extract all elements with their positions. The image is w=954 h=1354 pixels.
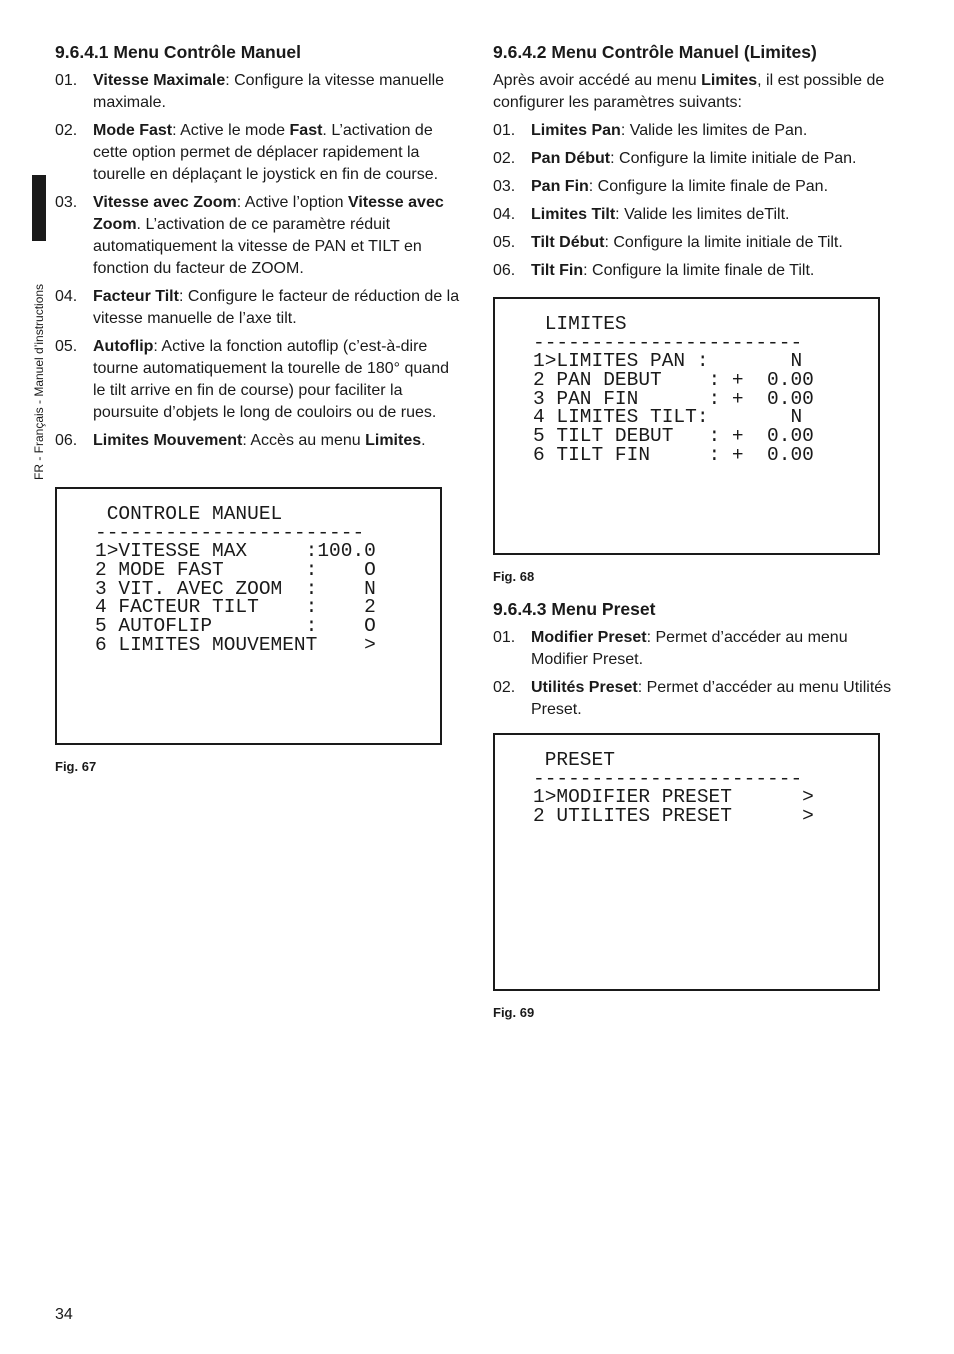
item-description: : Valide les limites de Pan.	[620, 122, 808, 139]
item-term: Pan Fin	[531, 178, 589, 195]
item-description-cont: . L’activation de ce paramètre réduit automatiquement la vitesse de PAN et TILT en fonction du facteur de ZOOM.	[93, 216, 422, 277]
screen-separator: -----------------------	[533, 331, 803, 354]
item-description-cont: .	[421, 432, 426, 449]
item-term-inline: Limites	[365, 432, 422, 449]
intro-term: Limites	[701, 72, 758, 89]
screen-row: 3 VIT. AVEC ZOOM : N	[95, 577, 376, 600]
list-item	[493, 120, 893, 142]
list-item	[55, 120, 465, 186]
item-term: Vitesse avec Zoom	[93, 194, 237, 211]
item-description: : Permet d’accéder au menu Modifier Preset.	[531, 629, 848, 668]
item-description: : Configure la limite initiale de Tilt.	[604, 234, 843, 251]
screen-row: 2 UTILITES PRESET >	[533, 805, 814, 828]
item-number: 01.	[493, 122, 516, 139]
figure-caption: Fig. 68	[493, 569, 535, 584]
list-item	[493, 204, 893, 226]
item-description: : Active la fonction autoflip (c’est-à-dire tourne automatiquement la tourelle de 180° quand le tilt arrive en fin de course) pour faciliter la poursuite d’objets le long de couloirs ou de rues.	[93, 338, 449, 421]
osd-screen-controle-manuel	[55, 487, 442, 745]
item-term: Facteur Tilt	[93, 288, 179, 305]
section-heading-9-6-4-2: 9.6.4.2 Menu Contrôle Manuel (Limites)	[493, 42, 817, 62]
left-column	[55, 40, 465, 458]
item-number: 06.	[55, 432, 78, 449]
right-item-list	[493, 120, 893, 282]
preset-section	[493, 597, 893, 727]
item-term: Autoflip	[93, 338, 154, 355]
item-term: Pan Début	[531, 150, 611, 167]
item-term: Limites Mouvement	[93, 432, 243, 449]
item-description: : Valide les limites deTilt.	[615, 206, 790, 223]
osd-screen-preset	[493, 733, 880, 991]
item-term: Mode Fast	[93, 122, 173, 139]
list-item	[493, 627, 893, 671]
item-number: 01.	[493, 629, 516, 646]
screen-row: 6 LIMITES MOUVEMENT >	[95, 633, 376, 656]
screen-row: 2 MODE FAST : O	[95, 559, 376, 582]
list-item	[493, 148, 893, 170]
list-item	[493, 677, 893, 721]
screen-row: 1>MODIFIER PRESET >	[533, 786, 814, 809]
list-item	[55, 286, 465, 330]
item-term-inline: Vitesse avec Zoom	[93, 194, 444, 233]
item-term: Vitesse Maximale	[93, 72, 226, 89]
item-description: : Configure le facteur de réduction de la vitesse manuelle de l’axe tilt.	[93, 288, 460, 327]
item-term-inline: Fast	[289, 122, 323, 139]
item-term: Modifier Preset	[531, 629, 647, 646]
intro-paragraph	[493, 70, 893, 114]
item-term: Limites Tilt	[531, 206, 616, 223]
list-item	[55, 70, 465, 114]
screen-row: 4 LIMITES TILT: N	[533, 406, 803, 429]
screen-row: 4 FACTEUR TILT : 2	[95, 596, 376, 619]
intro-text-cont: , il est possible de configurer les paramètres suivants:	[493, 72, 885, 111]
list-item	[493, 232, 893, 254]
preset-item-list	[493, 627, 893, 721]
item-number: 01.	[55, 72, 78, 89]
section-heading-9-6-4-1: 9.6.4.1 Menu Contrôle Manuel	[55, 42, 302, 62]
screen-row: 1>VITESSE MAX :100.0	[95, 540, 376, 563]
item-number: 03.	[493, 178, 516, 195]
screen-row: 1>LIMITES PAN : N	[533, 350, 803, 373]
item-number: 05.	[55, 338, 78, 355]
figure-caption: Fig. 69	[493, 1005, 535, 1020]
item-description: : Configure la vitesse manuelle maximale.	[93, 72, 445, 111]
figure-caption: Fig. 67	[55, 759, 97, 774]
section-heading-9-6-4-3: 9.6.4.3 Menu Preset	[493, 599, 656, 619]
osd-screen-limites	[493, 297, 880, 555]
screen-row: 5 TILT DEBUT : + 0.00	[533, 425, 814, 448]
screen-row: 5 AUTOFLIP : O	[95, 615, 376, 638]
screen-separator: -----------------------	[533, 767, 803, 790]
screen-row: 2 PAN DEBUT : + 0.00	[533, 369, 814, 392]
screen-row: 6 TILT FIN : + 0.00	[533, 443, 814, 466]
item-number: 02.	[493, 679, 516, 696]
item-number: 04.	[55, 288, 78, 305]
item-description: : Permet d’accéder au menu Utilités Preset.	[531, 679, 892, 718]
item-number: 06.	[493, 262, 516, 279]
item-description: : Configure la limite finale de Tilt.	[583, 262, 815, 279]
list-item	[493, 260, 893, 282]
item-term: Utilités Preset	[531, 679, 638, 696]
item-term: Tilt Fin	[531, 262, 584, 279]
item-description: : Configure la limite finale de Pan.	[588, 178, 829, 195]
side-label: FR - Français - Manuel d’instructions	[32, 283, 46, 480]
item-number: 02.	[55, 122, 78, 139]
intro-text: Après avoir accédé au menu	[493, 72, 702, 89]
item-number: 05.	[493, 234, 516, 251]
list-item	[55, 192, 465, 280]
item-description-cont: . L’activation de cette option permet de déplacer rapidement la tourelle en déplaçant le joystick en fin de course.	[93, 122, 439, 183]
right-column	[493, 40, 893, 288]
list-item	[55, 336, 465, 424]
left-item-list	[55, 70, 465, 452]
screen-title: PRESET	[533, 749, 615, 771]
item-term: Limites Pan	[531, 122, 621, 139]
item-number: 04.	[493, 206, 516, 223]
list-item	[55, 430, 465, 452]
item-description: : Active le mode	[172, 122, 290, 139]
side-tab-marker	[32, 175, 46, 241]
page-number: 34	[55, 1306, 73, 1323]
item-term: Tilt Début	[531, 234, 605, 251]
item-number: 03.	[55, 194, 78, 211]
item-description: : Active l’option	[236, 194, 348, 211]
screen-row: 3 PAN FIN : + 0.00	[533, 387, 814, 410]
item-description: : Configure la limite initiale de Pan.	[610, 150, 857, 167]
screen-separator: -----------------------	[95, 521, 365, 544]
screen-title: CONTROLE MANUEL	[95, 503, 283, 525]
item-description: : Accès au menu	[242, 432, 366, 449]
item-number: 02.	[493, 150, 516, 167]
screen-title: LIMITES	[533, 313, 627, 335]
list-item	[493, 176, 893, 198]
